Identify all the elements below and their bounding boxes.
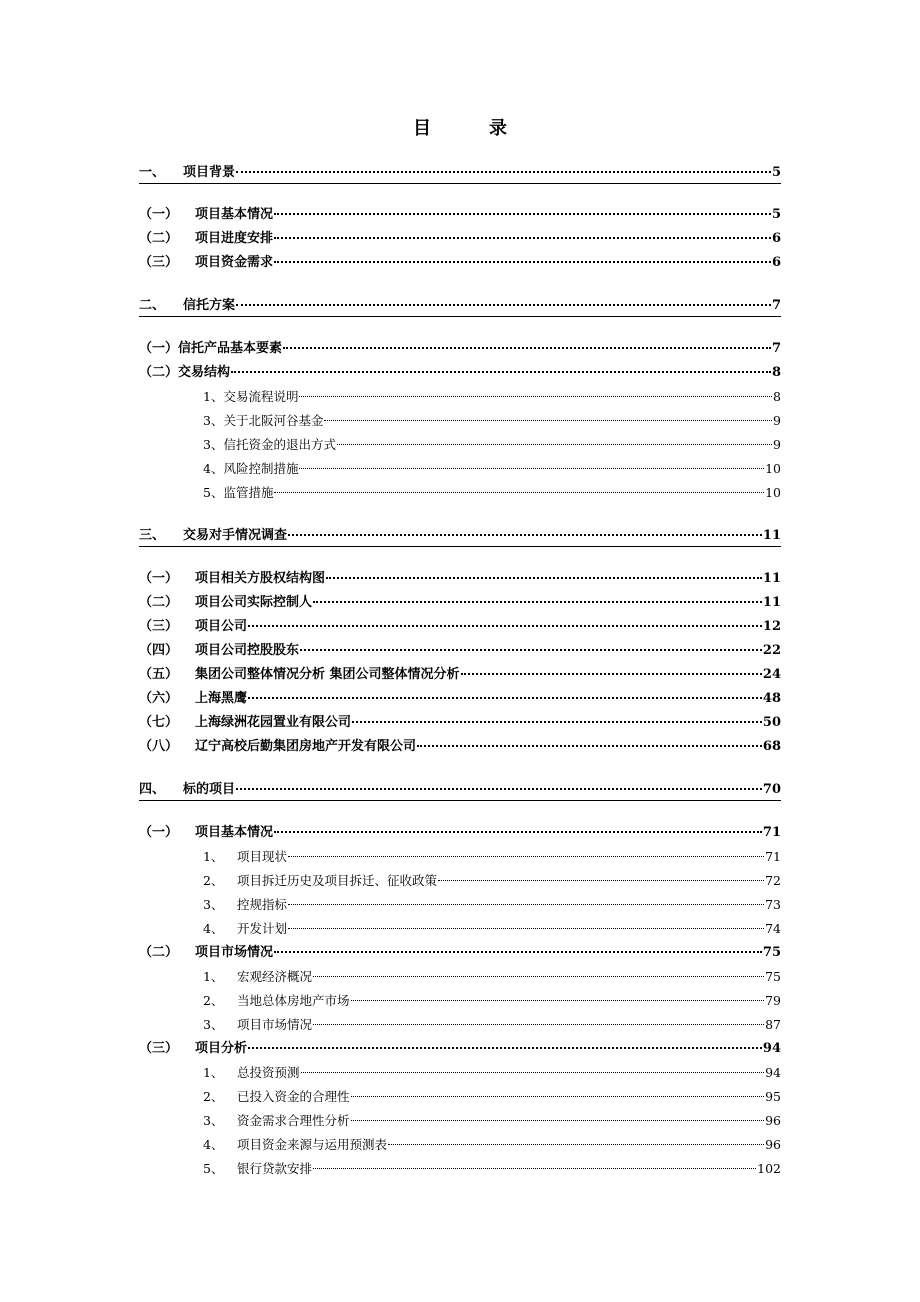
toc-entry-3-8[interactable] — [139, 738, 781, 756]
toc-entry-label: 信托资金的退出方式 — [223, 437, 336, 452]
toc-entry-number: （一） — [139, 207, 179, 222]
toc-entry-label: 银行贷款安排 — [237, 1161, 313, 1176]
dot-leader — [236, 171, 771, 173]
toc-entry-label: 项目现状 — [237, 849, 288, 864]
toc-entry-number: 一、 — [139, 165, 166, 180]
dot-leader — [337, 444, 772, 445]
toc-entry-page: 94 — [762, 1041, 781, 1056]
toc-entry-label: 总投资预测 — [237, 1065, 300, 1080]
toc-entry-label: 项目资金来源与运用预测表 — [237, 1137, 388, 1152]
toc-entry-2-2-3a[interactable] — [203, 412, 781, 430]
toc-entry-number: （一） — [139, 571, 179, 586]
toc-entry-label: 集团公司整体情况分析 集团公司整体情况分析 — [195, 667, 460, 682]
toc-entry-label: 监管措施 — [223, 485, 274, 500]
toc-entry-page: 73 — [765, 897, 781, 912]
toc-entry-3-3[interactable] — [139, 618, 781, 636]
dot-leader — [288, 534, 762, 536]
dot-leader — [313, 1024, 764, 1025]
toc-entry-1-1[interactable] — [139, 206, 781, 224]
toc-entry-number: （三） — [139, 255, 179, 270]
dot-leader — [236, 788, 762, 790]
toc-entry-page: 12 — [762, 619, 781, 634]
toc-entry-number: 3、 — [203, 413, 224, 428]
toc-entry-label: 项目进度安排 — [195, 231, 274, 246]
dot-leader — [313, 1168, 756, 1169]
toc-entry-number: 二、 — [139, 298, 166, 313]
toc-entry-3-2[interactable] — [139, 594, 781, 612]
toc-entry-page: 72 — [765, 873, 781, 888]
toc-entry-page: 71 — [765, 849, 781, 864]
dot-leader — [352, 721, 762, 723]
toc-entry-1-2[interactable] — [139, 230, 781, 248]
toc-entry-number: （六） — [139, 691, 179, 706]
dot-leader — [417, 745, 762, 747]
dot-leader — [288, 928, 764, 929]
toc-entry-page: 9 — [773, 437, 781, 452]
toc-entry-page: 70 — [762, 782, 781, 797]
toc-entry-label: 交易对手情况调查 — [183, 528, 288, 543]
toc-entry-page: 102 — [757, 1161, 781, 1176]
dot-leader — [438, 880, 764, 881]
dot-leader — [274, 237, 771, 239]
dot-leader — [288, 904, 764, 905]
dot-leader — [324, 420, 772, 421]
toc-entry-4-3[interactable] — [139, 1040, 781, 1058]
toc-entry-number: 4、 — [203, 921, 224, 936]
dot-leader — [236, 304, 771, 306]
toc-entry-section-2[interactable] — [139, 297, 781, 317]
toc-entry-number: 3、 — [203, 1017, 224, 1032]
toc-entry-page: 75 — [765, 969, 781, 984]
toc-entry-number: （七） — [139, 715, 179, 730]
toc-entry-number: 2、 — [203, 873, 224, 888]
toc-entry-number: （二） — [139, 595, 179, 610]
toc-entry-label: 项目市场情况 — [195, 945, 274, 960]
toc-entry-label: 项目资金需求 — [195, 255, 274, 270]
toc-entry-4-2-1[interactable] — [203, 968, 781, 986]
toc-entry-number: （五） — [139, 667, 179, 682]
toc-entry-label: 项目基本情况 — [195, 825, 274, 840]
dot-leader — [351, 1120, 765, 1121]
dot-leader — [274, 213, 771, 215]
toc-entry-number: （一） — [139, 341, 179, 356]
dot-leader — [231, 371, 771, 373]
toc-entry-number: 3、 — [203, 1113, 224, 1128]
toc-entry-number: （四） — [139, 643, 179, 658]
dot-leader — [299, 468, 764, 469]
toc-entry-label: 项目分析 — [195, 1041, 248, 1056]
toc-entry-page: 5 — [771, 207, 781, 222]
dot-leader — [351, 1096, 765, 1097]
toc-entry-page: 50 — [762, 715, 781, 730]
toc-entry-4-2-2[interactable] — [203, 992, 781, 1010]
toc-entry-page: 8 — [773, 389, 781, 404]
toc-entry-number: 3、 — [203, 437, 224, 452]
dot-leader — [461, 673, 762, 675]
toc-entry-number: （二） — [139, 365, 179, 380]
toc-entry-page: 96 — [765, 1113, 781, 1128]
toc-entry-4-3-3[interactable] — [203, 1112, 781, 1130]
toc-entry-4-3-2[interactable] — [203, 1088, 781, 1106]
toc-entry-label: 开发计划 — [237, 921, 288, 936]
toc-entry-3-6[interactable] — [139, 690, 781, 708]
toc-entry-label: 项目背景 — [183, 165, 236, 180]
dot-leader — [300, 649, 762, 651]
dot-leader — [248, 697, 762, 699]
toc-entry-3-7[interactable] — [139, 714, 781, 732]
dot-leader — [274, 492, 764, 493]
toc-entry-page: 96 — [765, 1137, 781, 1152]
toc-entry-number: 1、 — [203, 1065, 224, 1080]
toc-entry-4-3-4[interactable] — [203, 1136, 781, 1154]
dot-leader — [274, 831, 762, 833]
toc-entry-label: 当地总体房地产市场 — [237, 993, 350, 1008]
toc-entry-label: 交易结构 — [178, 365, 231, 380]
toc-entry-number: 四、 — [139, 782, 166, 797]
toc-entry-page: 22 — [762, 643, 781, 658]
toc-entry-page: 6 — [771, 231, 781, 246]
toc-entry-label: 关于北阪河谷基金 — [223, 413, 324, 428]
toc-entry-number: 2、 — [203, 1089, 224, 1104]
toc-entry-page: 8 — [771, 365, 781, 380]
dot-leader — [274, 951, 762, 953]
toc-entry-4-1-4[interactable] — [203, 920, 781, 938]
toc-entry-3-5[interactable] — [139, 666, 781, 684]
dot-leader — [248, 1047, 762, 1049]
dot-leader — [351, 1000, 765, 1001]
toc-entry-page: 95 — [765, 1089, 781, 1104]
toc-entry-label: 项目公司 — [195, 619, 248, 634]
toc-entry-number: 2、 — [203, 993, 224, 1008]
toc-entry-page: 5 — [771, 165, 781, 180]
toc-entry-label: 项目相关方股权结构图 — [195, 571, 326, 586]
toc-entry-number: （二） — [139, 231, 179, 246]
toc-entry-label: 项目市场情况 — [237, 1017, 313, 1032]
toc-entry-label: 资金需求合理性分析 — [237, 1113, 350, 1128]
toc-entry-label: 辽宁高校后勤集团房地产开发有限公司 — [195, 739, 417, 754]
toc-entry-section-3[interactable] — [139, 527, 781, 547]
toc-entry-label: 控规指标 — [237, 897, 288, 912]
toc-entry-label: 上海绿洲花园置业有限公司 — [195, 715, 352, 730]
toc-entry-3-4[interactable] — [139, 642, 781, 660]
toc-entry-number: （二） — [139, 945, 179, 960]
toc-entry-4-3-5[interactable] — [203, 1160, 781, 1178]
toc-entry-number: （三） — [139, 619, 179, 634]
toc-entry-2-2-3b[interactable] — [203, 436, 781, 454]
dot-leader — [313, 601, 762, 603]
toc-entry-number: （三） — [139, 1041, 179, 1056]
toc-entry-page: 9 — [773, 413, 781, 428]
toc-entry-number: 1、 — [203, 389, 224, 404]
toc-entry-page: 11 — [762, 595, 781, 610]
toc-entry-label: 上海黑鹰 — [195, 691, 248, 706]
toc-entry-page: 79 — [765, 993, 781, 1008]
toc-entry-4-1-2[interactable] — [203, 872, 781, 890]
dot-leader — [313, 976, 764, 977]
toc-entry-number: 5、 — [203, 1161, 224, 1176]
toc-entry-number: 5、 — [203, 485, 224, 500]
toc-entry-2-2[interactable] — [139, 364, 781, 382]
toc-entry-number: 4、 — [203, 1137, 224, 1152]
toc-entry-label: 已投入资金的合理性 — [237, 1089, 350, 1104]
toc-entry-label: 项目基本情况 — [195, 207, 274, 222]
toc-entry-4-1[interactable] — [139, 824, 781, 842]
toc-entry-page: 75 — [762, 945, 781, 960]
toc-entry-page: 7 — [771, 298, 781, 313]
toc-entry-page: 6 — [771, 255, 781, 270]
toc-entry-4-3-1[interactable] — [203, 1064, 781, 1082]
dot-leader — [288, 856, 764, 857]
toc-entry-2-2-1[interactable] — [203, 388, 781, 406]
toc-entry-label: 标的项目 — [183, 782, 236, 797]
dot-leader — [388, 1144, 764, 1145]
toc-entry-page: 7 — [771, 341, 781, 356]
toc-entry-page: 10 — [765, 485, 781, 500]
toc-entry-label: 信托产品基本要素 — [178, 341, 283, 356]
toc-entry-page: 94 — [765, 1065, 781, 1080]
dot-leader — [283, 347, 771, 349]
toc-entry-page: 87 — [765, 1017, 781, 1032]
dot-leader — [326, 577, 762, 579]
toc-entry-4-1-3[interactable] — [203, 896, 781, 914]
toc-entry-page: 71 — [762, 825, 781, 840]
toc-entry-number: 3、 — [203, 897, 224, 912]
toc-entry-label: 宏观经济概况 — [237, 969, 313, 984]
toc-entry-label: 交易流程说明 — [223, 389, 299, 404]
toc-entry-number: （一） — [139, 825, 179, 840]
toc-entry-3-1[interactable] — [139, 570, 781, 588]
toc-entry-1-3[interactable] — [139, 254, 781, 272]
toc-entry-label: 信托方案 — [183, 298, 236, 313]
toc-entry-4-1-1[interactable] — [203, 848, 781, 866]
toc-entry-page: 11 — [762, 571, 781, 586]
toc-entry-4-2[interactable] — [139, 944, 781, 962]
toc-entry-page: 68 — [762, 739, 781, 754]
dot-leader — [299, 396, 772, 397]
toc-entry-2-2-4[interactable] — [203, 460, 781, 478]
toc-entry-number: 三、 — [139, 528, 166, 543]
toc-entry-label: 项目公司控股股东 — [195, 643, 300, 658]
toc-entry-label: 项目公司实际控制人 — [195, 595, 313, 610]
toc-entry-section-1[interactable] — [139, 164, 781, 184]
toc-entry-4-2-3[interactable] — [203, 1016, 781, 1034]
toc-entry-number: （八） — [139, 739, 179, 754]
toc-entry-label: 项目拆迁历史及项目拆迁、征收政策 — [237, 873, 438, 888]
dot-leader — [248, 625, 762, 627]
dot-leader — [301, 1072, 765, 1073]
toc-entry-page: 74 — [765, 921, 781, 936]
toc-entry-page: 10 — [765, 461, 781, 476]
toc-title: 目 录 — [413, 118, 527, 139]
toc-entry-page: 11 — [762, 528, 781, 543]
toc-entry-page: 24 — [762, 667, 781, 682]
toc-entry-label: 风险控制措施 — [223, 461, 299, 476]
dot-leader — [274, 261, 771, 263]
toc-entry-2-1[interactable] — [139, 340, 781, 358]
toc-entry-section-4[interactable] — [139, 781, 781, 801]
toc-entry-number: 4、 — [203, 461, 224, 476]
toc-entry-2-2-5[interactable] — [203, 484, 781, 502]
toc-entry-number: 1、 — [203, 969, 224, 984]
toc-entry-number: 1、 — [203, 849, 224, 864]
toc-entry-page: 48 — [762, 691, 781, 706]
